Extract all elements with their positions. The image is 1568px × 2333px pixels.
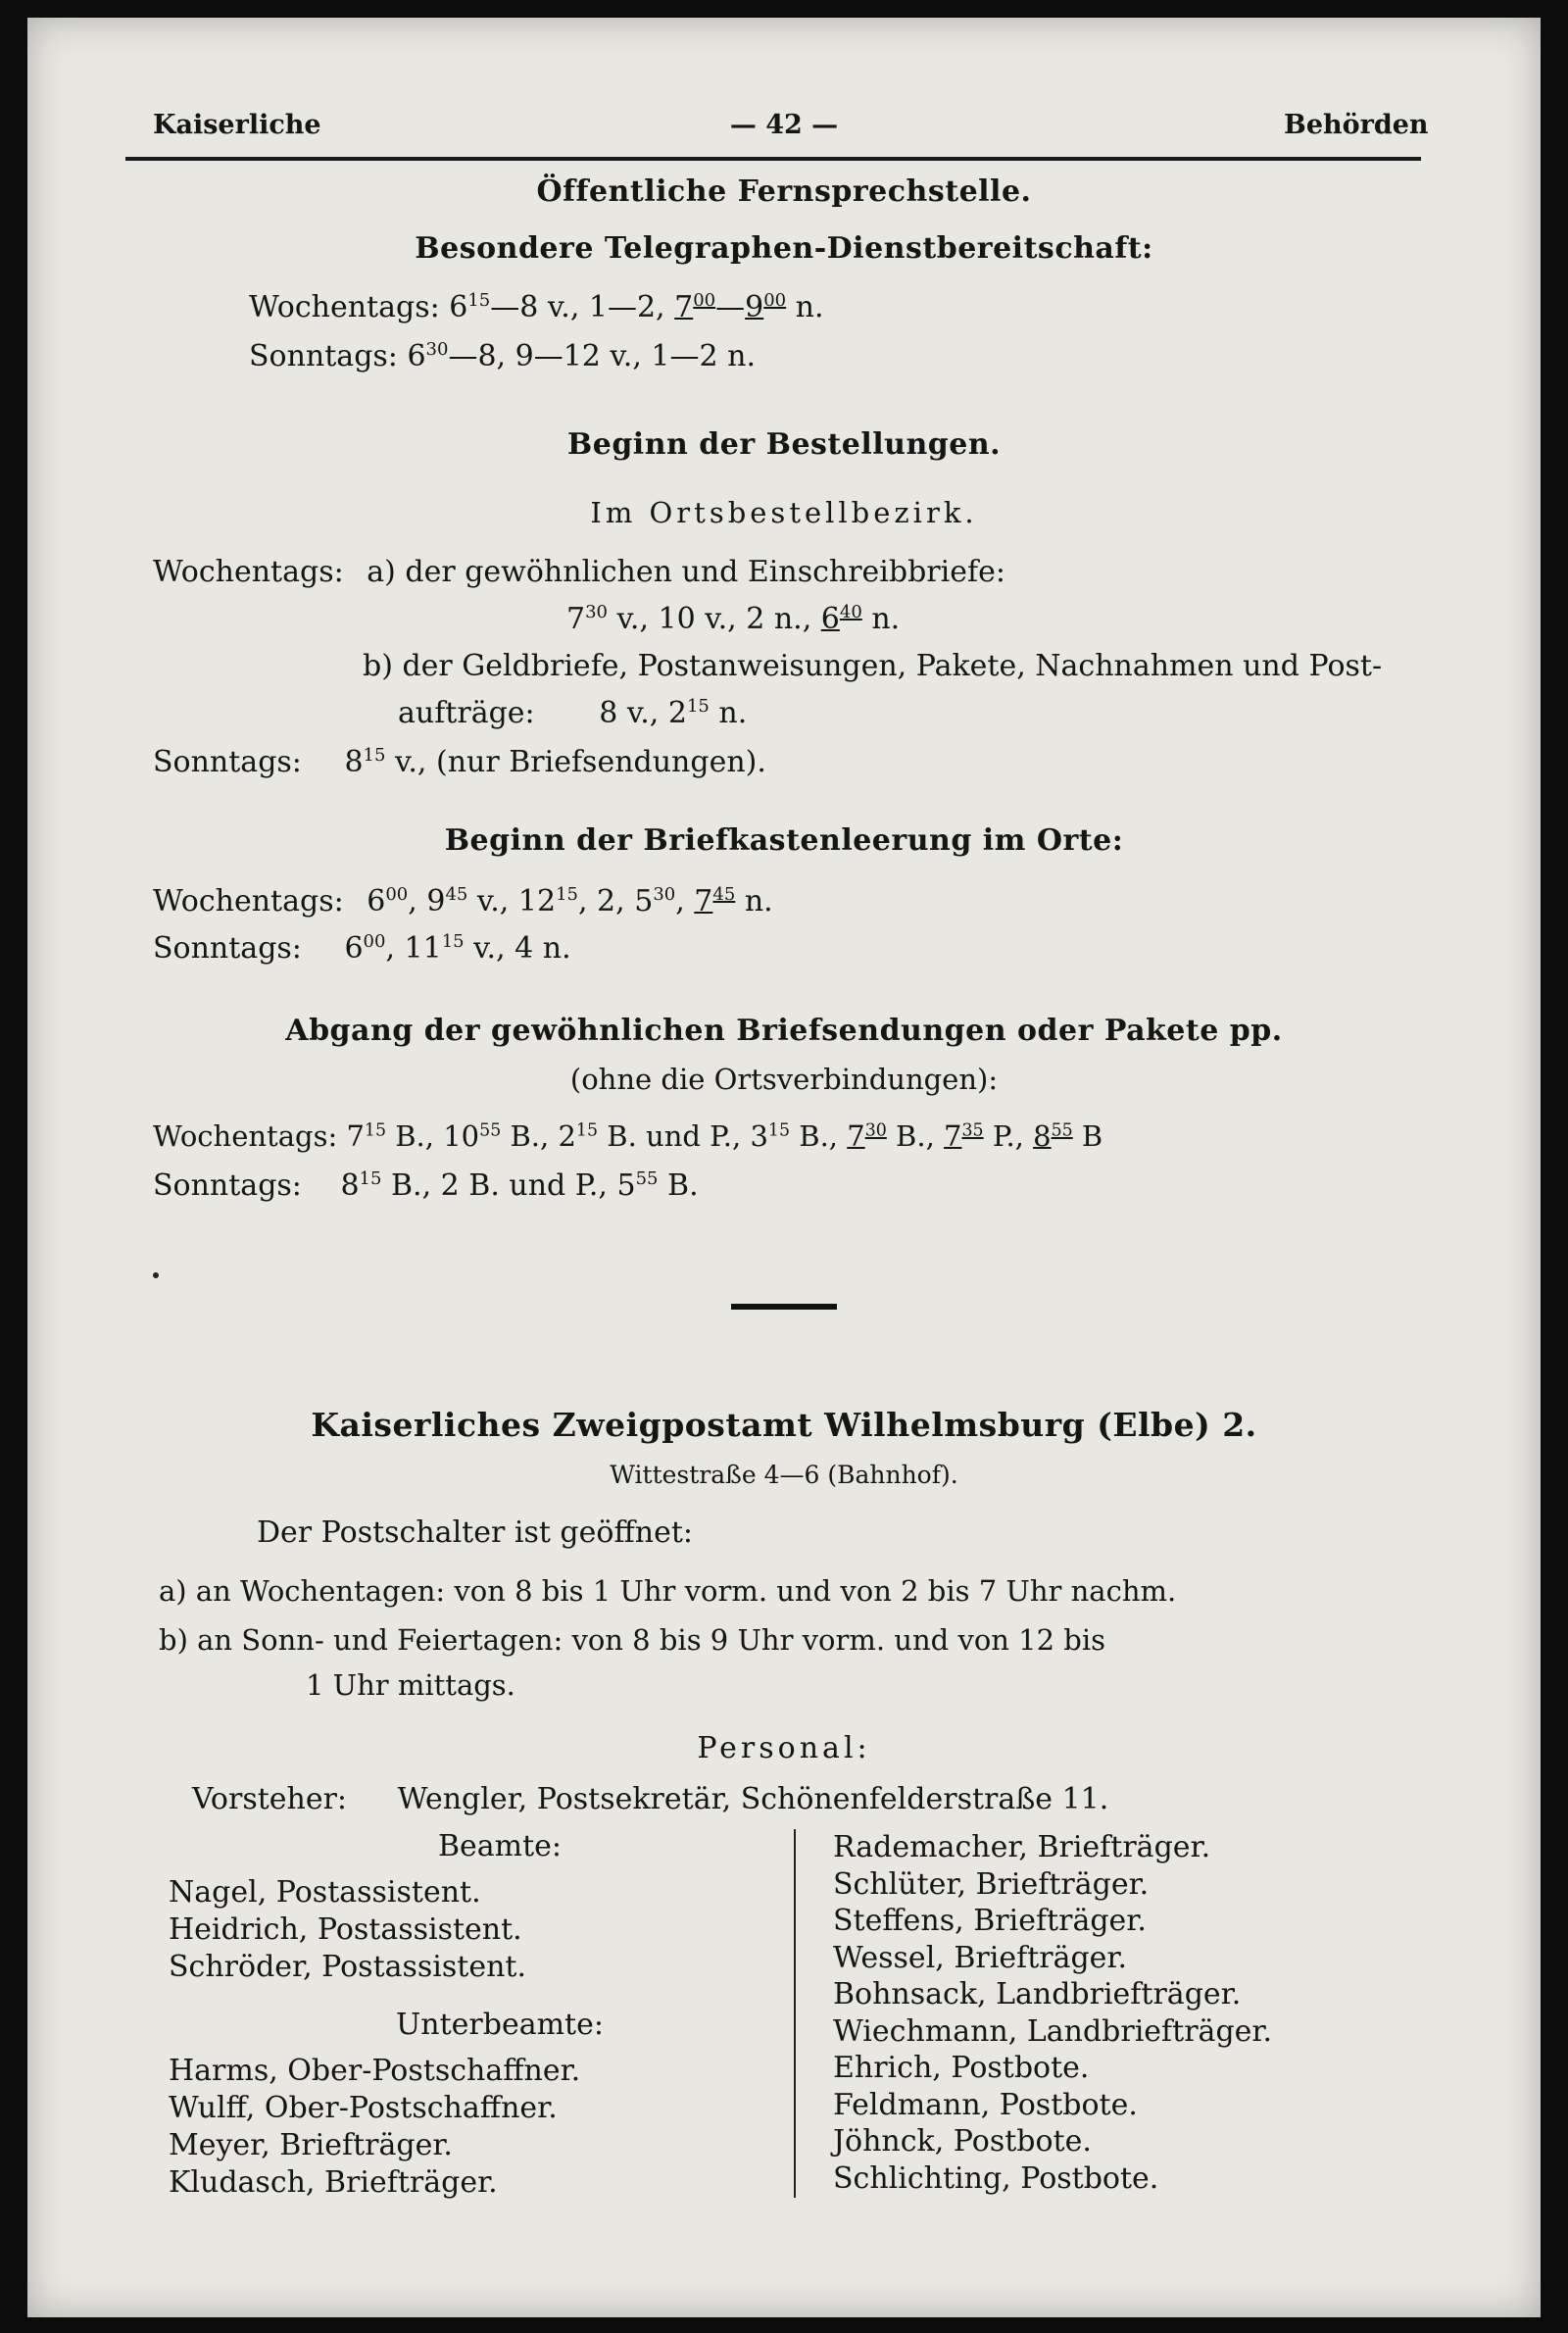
time-value: $9^{45}$ v., — [426, 884, 518, 918]
time-value: $6^{30}—8$, 9—12 v., 1—2 n. — [407, 339, 756, 373]
list-item: Wessel, Briefträger. — [833, 1940, 1128, 1975]
time-value: $5^{30}$, — [634, 884, 695, 918]
sunday-times — [340, 1168, 698, 1203]
section3-sunday-row — [153, 931, 571, 966]
list-item: Kludasch, Briefträger. — [169, 2165, 498, 2200]
list-item: Heidrich, Postassistent. — [169, 1912, 522, 1947]
time-value: $2^{15}$ B. und P., — [558, 1119, 751, 1153]
item-a-times-list — [566, 602, 900, 636]
section4-title: Abgang der gewöhnlichen Briefsendungen oder Pakete pp. — [285, 1014, 1283, 1048]
section1-weekday-row — [249, 290, 824, 324]
office-address: Wittestraße 4—6 (Bahnhof). — [610, 1461, 958, 1489]
list-item: Wulff, Ober-Postschaffner. — [169, 2091, 558, 2125]
section4-weekday-row — [153, 1119, 1102, 1153]
sunday-times — [344, 745, 765, 779]
list-item: Rademacher, Briefträger. — [833, 1830, 1211, 1864]
time-value: 8 v., — [599, 696, 668, 730]
header-right: Behörden — [1284, 110, 1429, 140]
weekday-times — [367, 884, 772, 918]
list-item: Wiechmann, Landbriefträger. — [833, 2013, 1272, 2049]
section2-subtitle: Im Ortsbestellbezirk. — [590, 496, 978, 529]
time-value: $10^{55}$ B., — [443, 1119, 559, 1153]
personal-heading: Personal: — [697, 1731, 871, 1765]
section4-sunday-row — [153, 1168, 699, 1203]
time-value: $6^{00}$, — [344, 931, 405, 966]
list-item: Schlüter, Briefträger. — [833, 1866, 1150, 1902]
column-divider — [794, 1829, 796, 2198]
officials-list — [169, 1874, 526, 1986]
weekday-label: Wochentags: — [153, 884, 344, 918]
head-label: Vorsteher: — [192, 1782, 348, 1816]
time-value: $7^{00}—$ — [674, 290, 746, 324]
list-item: Jöhnck, Postbote. — [833, 2124, 1092, 2159]
item-b-text: b) der Geldbriefe, Postanweisungen, Pakete, Nachnahmen und Post- — [363, 649, 1383, 683]
hours-b2: 1 Uhr mittags. — [306, 1668, 515, 1702]
hours-b: b) an Sonn- und Feiertagen: von 8 bis 9 Uhr vorm. und von 12 bis — [159, 1623, 1106, 1657]
weekday-label: Wochentags: — [153, 555, 344, 589]
weekday-times — [346, 1119, 1102, 1153]
time-value: $11^{15}$ v., 4 n. — [404, 931, 571, 966]
sunday-times — [344, 931, 570, 966]
head-row — [192, 1782, 1108, 1816]
sunday-label: Sonntags: — [153, 931, 302, 966]
list-item: Nagel, Postassistent. — [169, 1875, 481, 1910]
time-value: $7^{30}$ v., 10 v., 2 n., — [566, 602, 821, 636]
header-rule — [125, 157, 1421, 161]
officials-heading: Beamte: — [437, 1829, 563, 1863]
weekday-label: Wochentags: — [153, 1119, 338, 1153]
sunday-label: Sonntags: — [249, 339, 398, 373]
section3-weekday-row — [153, 884, 773, 918]
subordinates-list — [169, 2053, 580, 2202]
list-item: Schröder, Postassistent. — [169, 1950, 527, 1984]
subordinates-heading: Unterbeamte: — [396, 2008, 604, 2042]
time-value: $6^{15}—8$ v., 1—2, — [449, 290, 675, 324]
section2-weekday-row — [153, 555, 1005, 589]
list-item: Schlichting, Postbote. — [833, 2160, 1159, 2196]
list-item: Steffens, Briefträger. — [833, 1904, 1147, 1938]
item-b-text2: aufträge: — [398, 696, 535, 730]
item-b-times — [599, 696, 747, 730]
section1-title2: Besondere Telegraphen-Dienstbereitschaft: — [415, 231, 1153, 266]
hours-a: a) an Wochentagen: von 8 bis 1 Uhr vorm. und von 2 bis 7 Uhr nachm. — [159, 1574, 1177, 1608]
time-value: $8^{15}$ v., (nur Briefsendungen). — [344, 745, 766, 779]
list-item: Feldmann, Postbote. — [833, 2087, 1138, 2122]
section-divider — [731, 1304, 837, 1310]
section2-sunday-row — [153, 745, 766, 779]
time-value: $7^{15}$ B., — [346, 1119, 444, 1153]
time-value: $8^{15}$ B., 2 B. und P., — [340, 1168, 617, 1203]
item-a-times — [566, 602, 900, 636]
sunday-label: Sonntags: — [153, 745, 302, 779]
time-value: $6^{00}$, — [367, 884, 427, 918]
time-value: $8^{55}$ B — [1033, 1119, 1103, 1153]
section1-sunday-row — [249, 339, 756, 373]
time-value: $9^{00}$ n. — [745, 290, 824, 324]
sunday-label: Sonntags: — [153, 1168, 302, 1203]
stray-dot — [153, 1272, 159, 1278]
list-item: Harms, Ober-Postschaffner. — [169, 2054, 581, 2088]
section1-title1: Öffentliche Fernsprechstelle. — [536, 174, 1032, 209]
time-value: $7^{30}$ B., — [847, 1119, 945, 1153]
page-number: — 42 — — [729, 110, 839, 140]
item-a-text: a) der gewöhnlichen und Einschreibbriefe: — [367, 555, 1005, 589]
section2-title: Beginn der Bestellungen. — [566, 427, 1002, 462]
time-value: $5^{55}$ B. — [616, 1168, 699, 1203]
time-value: $6^{40}$ n. — [820, 602, 901, 636]
list-item: Ehrich, Postbote. — [833, 2051, 1090, 2085]
weekday-label: Wochentags: — [249, 290, 440, 324]
section4-subtitle: (ohne die Ortsverbindungen): — [569, 1063, 999, 1096]
counter-open: Der Postschalter ist geöffnet: — [257, 1515, 694, 1550]
list-item: Meyer, Briefträger. — [169, 2128, 453, 2162]
list-item: Bohnsack, Landbriefträger. — [833, 1977, 1242, 2011]
item-b-row — [398, 696, 747, 730]
time-value: $2^{15}$ n. — [667, 696, 748, 730]
time-value: $12^{15}$, 2, — [517, 884, 635, 918]
office-title: Kaiserliches Zweigpostamt Wilhelmsburg (Elbe) 2. — [311, 1406, 1257, 1444]
time-value: $7^{45}$ n. — [694, 884, 773, 918]
time-value: $3^{15}$ B., — [750, 1119, 848, 1153]
right-column-list — [833, 1829, 1272, 2197]
head-value: Wengler, Postsekretär, Schönenfelderstraße 11. — [397, 1782, 1109, 1816]
section3-title: Beginn der Briefkastenleerung im Orte: — [444, 823, 1124, 858]
time-value: $7^{35}$ P., — [944, 1119, 1034, 1153]
weekday-times — [449, 290, 823, 324]
header-left: Kaiserliche — [153, 110, 321, 140]
sunday-times — [407, 339, 756, 373]
